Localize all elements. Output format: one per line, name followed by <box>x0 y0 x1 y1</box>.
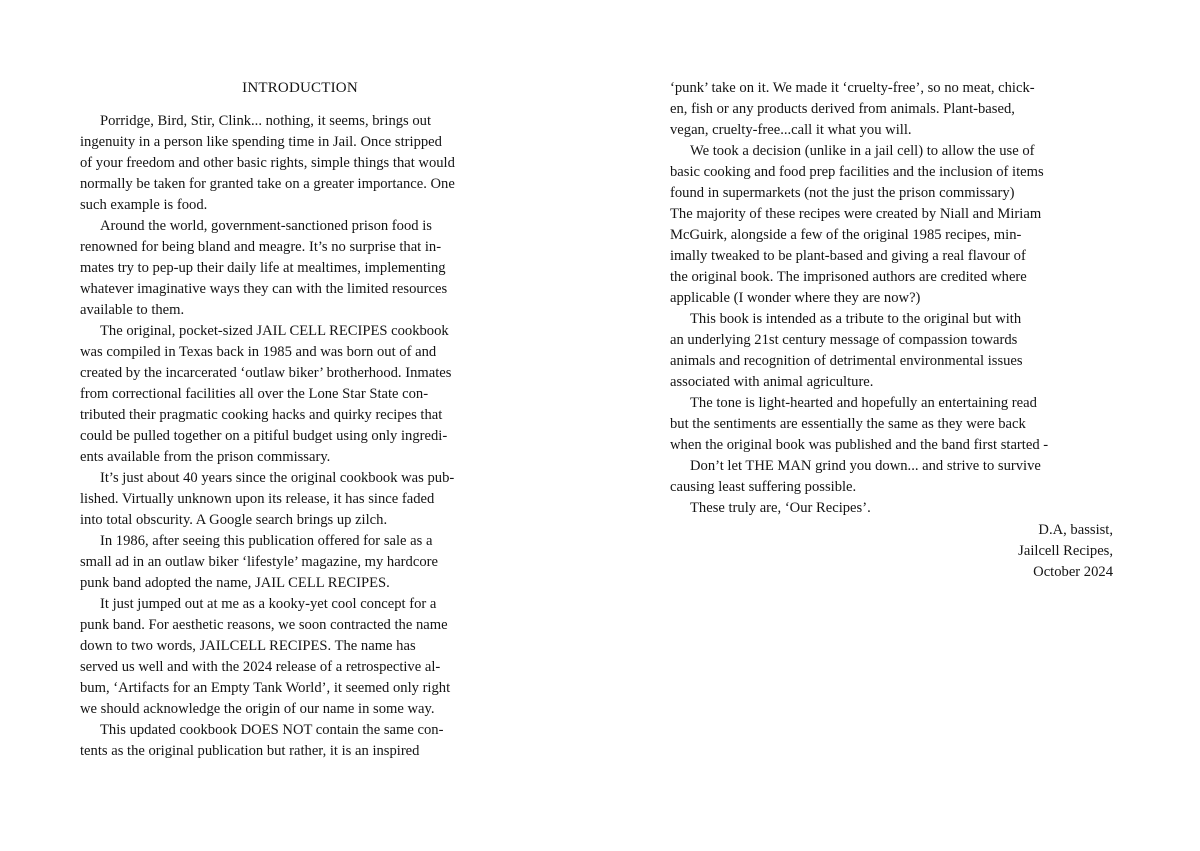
right-page-body <box>670 78 1115 519</box>
text-line: the original book. The imprisoned authors are credited where <box>670 269 1027 285</box>
text-line: vegan, cruelty-free...call it what you will. <box>670 122 912 138</box>
text-line: ingenuity in a person like spending time in Jail. Once stripped <box>80 134 442 150</box>
text-line: tributed their pragmatic cooking hacks and quirky recipes that <box>80 407 443 423</box>
text-line: This updated cookbook DOES NOT contain the same con- <box>100 722 444 738</box>
signature-band: Jailcell Recipes, <box>1018 543 1113 559</box>
text-line: basic cooking and food prep facilities and the inclusion of items <box>670 164 1044 180</box>
left-page-body <box>80 111 520 762</box>
text-line: Don’t let THE MAN grind you down... and strive to survive <box>690 458 1041 474</box>
right-page <box>670 78 1115 583</box>
text-line: available to them. <box>80 302 185 318</box>
text-line: whatever imaginative ways they can with the limited resources <box>80 281 448 297</box>
text-line: These truly are, ‘Our Recipes’. <box>690 500 871 516</box>
text-line: punk band adopted the name, JAIL CELL RECIPES. <box>80 575 390 591</box>
text-line: such example is food. <box>80 197 208 213</box>
text-line: when the original book was published and the band first started - <box>670 437 1049 453</box>
left-page <box>80 78 520 762</box>
text-line: down to two words, JAILCELL RECIPES. The name has <box>80 638 416 654</box>
text-line: applicable (I wonder where they are now?) <box>670 290 921 306</box>
signature-date: October 2024 <box>1033 564 1113 580</box>
text-line: served us well and with the 2024 release of a retrospective al- <box>80 659 441 675</box>
text-line: of your freedom and other basic rights, simple things that would <box>80 155 455 171</box>
text-line: found in supermarkets (not the just the prison commissary) <box>670 185 1015 201</box>
text-line: punk band. For aesthetic reasons, we soon contracted the name <box>80 617 448 633</box>
text-line: into total obscurity. A Google search brings up zilch. <box>80 512 388 528</box>
text-line: ‘punk’ take on it. We made it ‘cruelty-free’, so no meat, chick- <box>670 80 1035 96</box>
page-title: INTRODUCTION <box>242 80 358 96</box>
text-line: We took a decision (unlike in a jail cell) to allow the use of <box>690 143 1035 159</box>
text-line: renowned for being bland and meagre. It’s no surprise that in- <box>80 239 442 255</box>
text-line: McGuirk, alongside a few of the original 1985 recipes, min- <box>670 227 1022 243</box>
text-line: normally be taken for granted take on a greater importance. One <box>80 176 455 192</box>
text-line: animals and recognition of detrimental environmental issues <box>670 353 1023 369</box>
text-line: It just jumped out at me as a kooky-yet cool concept for a <box>100 596 437 612</box>
text-line: associated with animal agriculture. <box>670 374 874 390</box>
text-line: an underlying 21st century message of compassion towards <box>670 332 1018 348</box>
text-line: imally tweaked to be plant-based and giving a real flavour of <box>670 248 1026 264</box>
text-line: en, fish or any products derived from animals. Plant-based, <box>670 101 1015 117</box>
author-signature <box>670 520 1115 583</box>
text-line: ents available from the prison commissary. <box>80 449 331 465</box>
text-line: created by the incarcerated ‘outlaw biker’ brotherhood. Inmates <box>80 365 452 381</box>
text-line: The tone is light-hearted and hopefully an entertaining read <box>690 395 1037 411</box>
text-line: In 1986, after seeing this publication offered for sale as a <box>100 533 433 549</box>
text-line: mates try to pep-up their daily life at mealtimes, implementing <box>80 260 446 276</box>
signature-name: D.A, bassist, <box>1038 522 1113 538</box>
text-line: Around the world, government-sanctioned prison food is <box>100 218 432 234</box>
text-line: was compiled in Texas back in 1985 and was born out of and <box>80 344 437 360</box>
text-line: It’s just about 40 years since the original cookbook was pub- <box>100 470 455 486</box>
text-line: Porridge, Bird, Stir, Clink... nothing, it seems, brings out <box>100 113 432 129</box>
text-line: bum, ‘Artifacts for an Empty Tank World’, it seemed only right <box>80 680 451 696</box>
text-line: could be pulled together on a pitiful budget using only ingredi- <box>80 428 448 444</box>
text-line: lished. Virtually unknown upon its release, it has since faded <box>80 491 435 507</box>
text-line: tents as the original publication but rather, it is an inspired <box>80 743 420 759</box>
text-line: from correctional facilities all over the Lone Star State con- <box>80 386 429 402</box>
text-line: causing least suffering possible. <box>670 479 857 495</box>
text-line: This book is intended as a tribute to the original but with <box>690 311 1022 327</box>
text-line: we should acknowledge the origin of our name in some way. <box>80 701 435 717</box>
text-line: small ad in an outlaw biker ‘lifestyle’ magazine, my hardcore <box>80 554 438 570</box>
text-line: The original, pocket-sized JAIL CELL RECIPES cookbook <box>100 323 449 339</box>
text-line: The majority of these recipes were created by Niall and Miriam <box>670 206 1042 222</box>
text-line: but the sentiments are essentially the same as they were back <box>670 416 1026 432</box>
